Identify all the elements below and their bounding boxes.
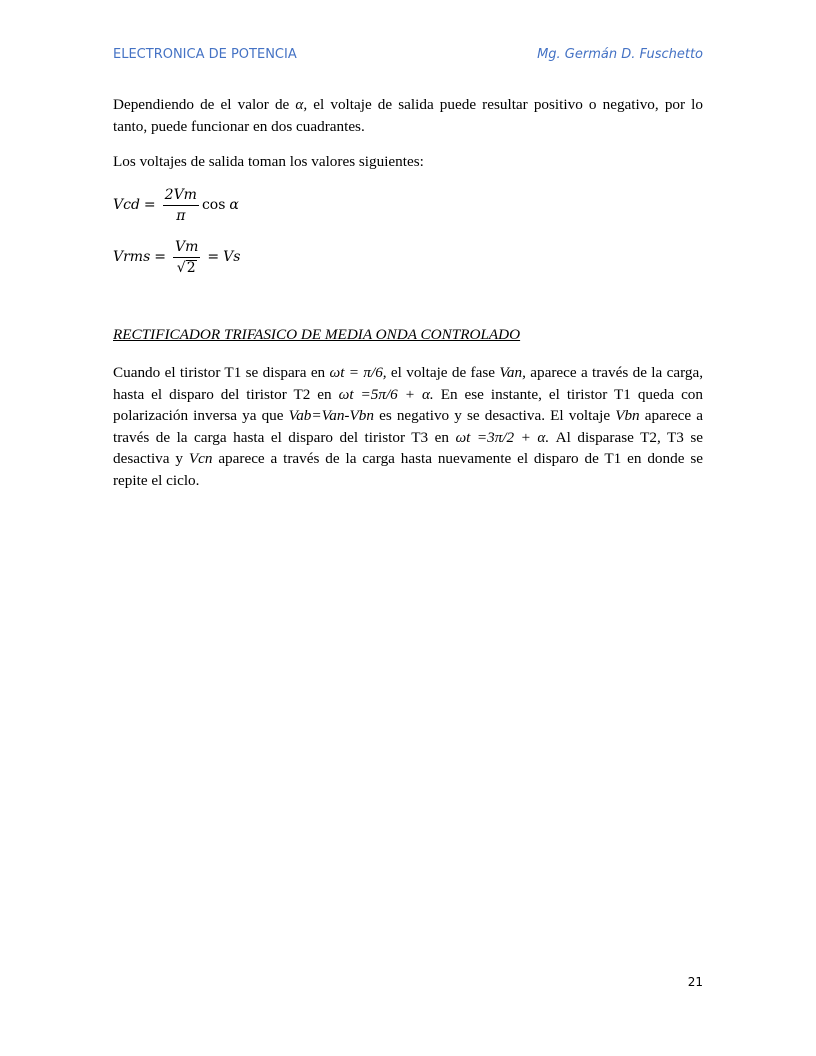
eq1-denominator: π (176, 207, 186, 224)
eq1-alpha: α (229, 197, 239, 213)
p3-s3: el voltaje de fase (386, 364, 500, 381)
eq1-lhs: Vcd (113, 197, 140, 213)
eq1-cos: cos (201, 197, 226, 213)
paragraph-voltages-intro (113, 151, 703, 173)
eq2-denominator (177, 258, 197, 276)
sqrt-radical: √ (176, 259, 186, 276)
equation-vrms (113, 234, 240, 280)
p3-s12: ωt =3π/2 + α. (455, 428, 550, 446)
paragraph-intro (113, 94, 703, 137)
p3-s14: Vcn (188, 450, 213, 467)
p3-s8: Vab=Van-Vbn (288, 407, 374, 424)
eq2-lhs: Vrms (113, 249, 151, 265)
eq2-equals-2: = (207, 249, 220, 265)
p3-s10: Vbn (615, 407, 640, 424)
p3-s6: ωt =5π/6 + α. (338, 385, 434, 403)
page-header (113, 47, 703, 67)
section-title: RECTIFICADOR TRIFASICO DE MEDIA ONDA CONTROLADO (113, 326, 521, 343)
eq2-equals: = (154, 249, 166, 265)
equation-vcd (113, 182, 239, 228)
eq2-numerator: Vm (173, 239, 200, 258)
p3-s15: aparece a través de la carga hasta nuevamente el disparo de T1 en donde se repite el ciclo. (113, 450, 703, 489)
intro-text-2: el voltaje de salida puede resultar positivo o negativo, por lo tanto, puede funcionar en dos cuadrantes. (113, 96, 703, 135)
eq2-rhs: Vs (223, 249, 241, 265)
header-author: Mg. Germán D. Fuschetto (537, 47, 703, 62)
paragraph-three-phase (113, 362, 703, 491)
voltages-intro-text: Los voltajes de salida toman los valores siguientes: (113, 153, 424, 170)
p3-s4: Van, (499, 364, 526, 381)
eq1-fraction (163, 187, 199, 224)
eq1-numerator: 2Vm (163, 187, 199, 206)
p3-s1: Cuando el tiristor T1 se dispara en (113, 364, 330, 381)
p3-s5: aparece a través de la carga, hasta el disparo del tiristor T2 en (113, 364, 703, 403)
eq2-fraction (173, 239, 200, 276)
p3-s7: En ese instante, el tiristor T1 queda con polarización inversa ya que (113, 385, 703, 424)
sqrt-radicand: 2 (186, 259, 196, 276)
sqrt-symbol (177, 260, 197, 276)
intro-alpha: α, (295, 96, 308, 113)
intro-text-1: Dependiendo de el valor de (113, 96, 296, 113)
p3-s2: ωt = π/6, (329, 364, 387, 381)
p3-s11: aparece a través de la carga hasta el disparo del tiristor T3 en (113, 407, 703, 446)
p3-s9: es negativo y se desactiva. El voltaje (373, 407, 616, 424)
page-number: 21 (687, 975, 703, 989)
eq1-equals: = (143, 197, 156, 213)
p3-s13: Al disparase T2, T3 se desactiva y (113, 428, 703, 467)
header-course-title: ELECTRONICA DE POTENCIA (113, 47, 297, 62)
